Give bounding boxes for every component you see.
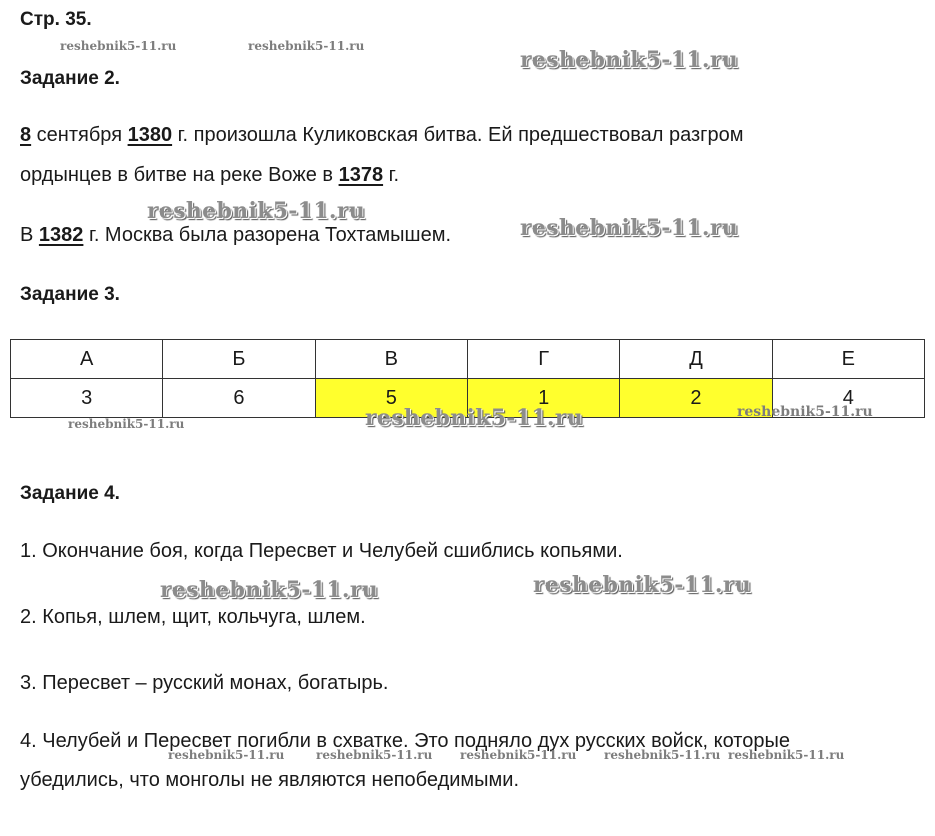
task2-line1 bbox=[20, 124, 743, 147]
watermark: reshebnik5-11.ru bbox=[60, 39, 177, 53]
watermark: reshebnik5-11.ru bbox=[147, 198, 366, 224]
table-header-cell: А bbox=[11, 340, 163, 379]
answer-year-1378: 1378 bbox=[338, 164, 384, 186]
watermark: reshebnik5-11.ru bbox=[604, 748, 721, 762]
table-header-cell: Г bbox=[467, 340, 619, 379]
task3-heading: Задание 3. bbox=[20, 284, 120, 305]
watermark: reshebnik5-11.ru bbox=[460, 748, 577, 762]
task2-line1-post: г. произошла Куликовская битва. Ей предшествовал разгром bbox=[172, 124, 744, 146]
watermark: reshebnik5-11.ru bbox=[365, 405, 584, 431]
answer-day: 8 bbox=[20, 124, 32, 146]
watermark: reshebnik5-11.ru bbox=[728, 748, 845, 762]
task2-line2-post: г. bbox=[383, 164, 400, 186]
watermark: reshebnik5-11.ru bbox=[68, 417, 185, 431]
task2-line3 bbox=[20, 224, 451, 247]
table-cell: 3 bbox=[11, 379, 163, 418]
table-cell: 6 bbox=[163, 379, 315, 418]
watermark: reshebnik5-11.ru bbox=[168, 748, 285, 762]
table-cell-highlighted: 2 bbox=[620, 379, 772, 418]
table-header-row bbox=[11, 340, 925, 379]
task2-line3-post: г. Москва была разорена Тохтамышем. bbox=[83, 224, 451, 246]
watermark: reshebnik5-11.ru bbox=[160, 577, 379, 603]
task2-line2-pre: ордынцев в битве на реке Воже в bbox=[20, 164, 339, 186]
table-cell: 4 bbox=[772, 379, 924, 418]
watermark: reshebnik5-11.ru bbox=[520, 215, 739, 241]
table-header-cell: В bbox=[315, 340, 467, 379]
task4-item-3: 3. Пересвет – русский монах, богатырь. bbox=[20, 672, 389, 694]
task2-line3-pre: В bbox=[20, 224, 39, 246]
watermark: reshebnik5-11.ru bbox=[316, 748, 433, 762]
watermark: reshebnik5-11.ru bbox=[737, 404, 873, 420]
task2-heading: Задание 2. bbox=[20, 68, 120, 89]
page-label: Стр. 35. bbox=[20, 9, 92, 30]
watermark: reshebnik5-11.ru bbox=[248, 39, 365, 53]
answer-year-1380: 1380 bbox=[127, 124, 173, 146]
table-header-cell: Е bbox=[772, 340, 924, 379]
answer-year-1382: 1382 bbox=[38, 224, 84, 246]
task4-item-1: 1. Окончание боя, когда Пересвет и Челубей сшиблись копьями. bbox=[20, 540, 623, 562]
table-header-cell: Д bbox=[620, 340, 772, 379]
task2-line2 bbox=[20, 164, 399, 187]
task4-item-4-line2: убедились, что монголы не являются непобедимыми. bbox=[20, 769, 520, 791]
table-header-cell: Б bbox=[163, 340, 315, 379]
table-cell-highlighted: 1 bbox=[467, 379, 619, 418]
table-cell-highlighted: 5 bbox=[315, 379, 467, 418]
watermark: reshebnik5-11.ru bbox=[520, 47, 739, 73]
task4-item-4-line1: 4. Челубей и Пересвет погибли в схватке. Это подняло дух русских войск, которые bbox=[20, 730, 790, 752]
watermark: reshebnik5-11.ru bbox=[533, 572, 752, 598]
task4-heading: Задание 4. bbox=[20, 483, 120, 504]
task4-item-2: 2. Копья, шлем, щит, кольчуга, шлем. bbox=[20, 606, 366, 628]
task2-line1-mid: сентября bbox=[31, 124, 128, 146]
